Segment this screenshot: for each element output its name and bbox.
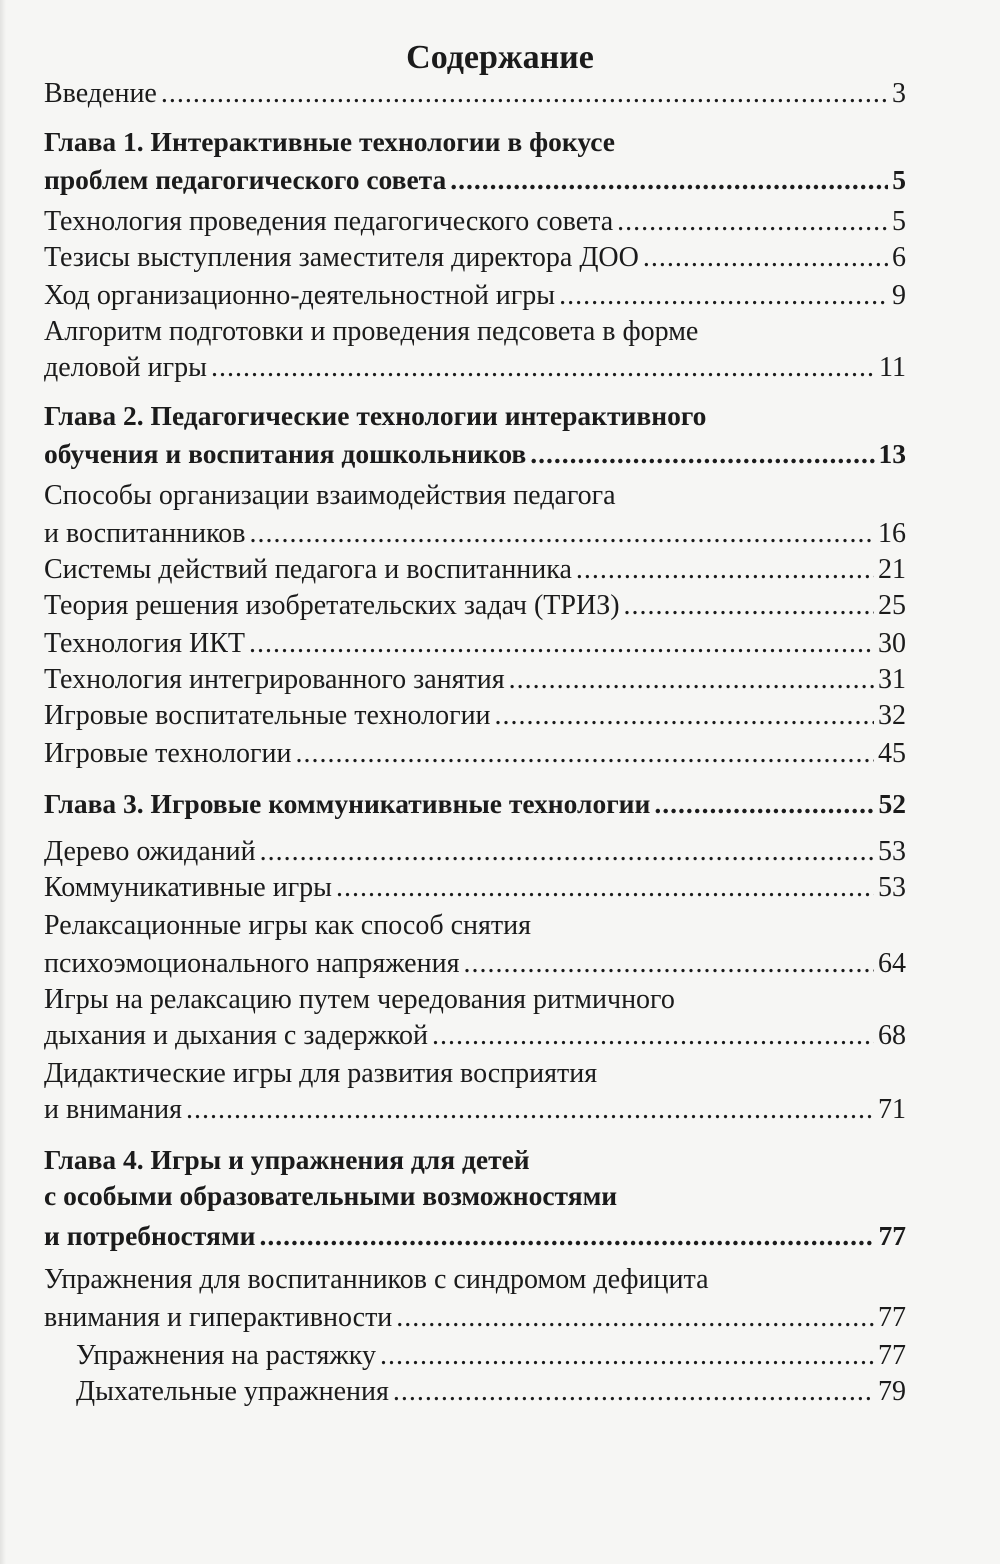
dot-leader [432,1018,874,1054]
toc-entry-title: деловой игры [44,352,207,383]
toc-line [44,1218,906,1254]
toc-page-number: 77 [878,1220,906,1251]
toc-entry-title: Технология проведения педагогического совета [44,206,614,237]
toc-page-number: 64 [878,948,906,979]
toc-line [44,124,615,160]
toc-entry-title: Тезисы выступления заместителя директора ДОО [44,242,639,273]
toc-line [44,786,906,822]
toc-page-number: 25 [878,590,906,621]
toc-page-number: 5 [892,206,906,237]
toc-entry-title: и потребностями [44,1220,256,1251]
dot-leader [249,516,874,552]
toc-entry-title: и воспитанников [44,518,246,549]
toc-line [44,204,906,240]
dot-leader [463,946,874,982]
dot-leader [495,698,874,734]
toc-entry-title: обучения и воспитания дошкольников [44,438,527,469]
toc-line [44,908,531,944]
toc-line [44,982,675,1018]
toc-page-number: 11 [879,352,906,383]
toc-entry-title: Глава 3. Игровые коммуникативные технологии [44,788,651,819]
toc-entry-title: Глава 4. Игры и упражнения для детей [44,1144,530,1175]
toc-entry-title: Игровые технологии [44,738,292,769]
toc-page-number: 6 [892,242,906,273]
toc-line [44,436,906,472]
dot-leader [396,1300,874,1336]
toc-line [76,1374,906,1410]
toc-page-number: 77 [878,1302,906,1333]
dot-leader [249,626,874,662]
dot-leader [161,76,888,112]
toc-entry-title: Дерево ожиданий [44,836,256,867]
toc-page-number: 3 [892,78,906,109]
toc-line [44,1092,906,1128]
toc-entry-title: психоэмоционального напряжения [44,948,460,979]
toc-line [44,162,906,198]
toc-page-number: 13 [878,438,906,469]
toc-page-number: 31 [878,664,906,695]
toc-line [44,478,616,514]
dot-leader [380,1338,874,1374]
toc-page-number: 68 [878,1020,906,1051]
toc-line [44,870,906,906]
dot-leader [509,662,874,698]
dot-leader [336,870,874,906]
toc-page-number: 5 [892,164,906,195]
toc-line [44,834,906,870]
dot-leader [654,786,874,822]
dot-leader [559,278,888,314]
dot-leader [450,162,888,198]
dot-leader [211,350,875,386]
toc-entry-title: Технология ИКТ [44,628,246,659]
toc-line [44,516,906,552]
toc-line [44,398,706,434]
dot-leader [259,1218,874,1254]
toc-line [44,314,698,350]
toc-entry-title: Теория решения изобретательских задач (ТРИЗ) [44,590,620,621]
toc-page-number: 21 [878,554,906,585]
toc-page-number: 9 [892,280,906,311]
toc-entry-title: проблем педагогического совета [44,164,447,195]
toc-entry-title: Способы организации взаимодействия педагога [44,480,616,511]
toc-entry-title: Ход организационно-деятельностной игры [44,280,556,311]
dot-leader [617,204,888,240]
toc-page-number: 53 [878,872,906,903]
toc-line [44,1142,530,1178]
dot-leader [643,240,888,276]
toc-line [44,736,906,772]
toc-entry-title: Алгоритм подготовки и проведения педсовета в форме [44,316,699,347]
toc-entry-title: и внимания [44,1094,182,1125]
scan-edge-shadow [0,0,6,1564]
toc-entry-title: внимания и гиперактивности [44,1302,393,1333]
toc-line [44,1018,906,1054]
toc-page-number: 16 [878,518,906,549]
dot-leader [393,1374,874,1410]
toc-entry-title: Технология интегрированного занятия [44,664,505,695]
page-title: Содержание [406,39,594,76]
dot-leader [296,736,874,772]
toc-line [44,698,906,734]
dot-leader [530,436,874,472]
toc-line [44,1056,597,1092]
toc-entry-title: Введение [44,78,157,109]
toc-line [44,1300,906,1336]
toc-entry-title: дыхания и дыхания с задержкой [44,1020,429,1051]
toc-entry-title: Глава 1. Интерактивные технологии в фокусе [44,126,615,157]
toc-line [44,350,906,386]
toc-entry-title: Глава 2. Педагогические технологии интерактивного [44,400,707,431]
dot-leader [576,552,874,588]
toc-page-number: 30 [878,628,906,659]
dot-leader [624,588,874,624]
toc-page-number: 52 [878,788,906,819]
toc-entry-title: с особыми образовательными возможностями [44,1180,618,1211]
toc-line [44,626,906,662]
toc-line [44,278,906,314]
toc-entry-title: Дидактические игры для развития восприятия [44,1058,598,1089]
toc-page-number: 77 [878,1340,906,1371]
toc-page-number: 45 [878,738,906,769]
toc-entry-title: Игры на релаксацию путем чередования ритмичного [44,984,675,1015]
toc-page-number: 32 [878,700,906,731]
toc-entry-title: Релаксационные игры как способ снятия [44,910,531,941]
dot-leader [260,834,874,870]
toc-entry-title: Упражнения на растяжку [76,1340,376,1371]
toc-entry-title: Игровые воспитательные технологии [44,700,491,731]
toc-line [44,1262,709,1298]
toc-page-number: 71 [878,1094,906,1125]
toc-line [44,76,906,112]
toc-line [76,1338,906,1374]
toc-line [44,552,906,588]
toc-entry-title: Упражнения для воспитанников с синдромом дефицита [44,1264,709,1295]
toc-line [44,588,906,624]
toc-entry-title: Системы действий педагога и воспитанника [44,554,572,585]
toc-line [44,240,906,276]
toc-line [44,662,906,698]
toc-entry-title: Дыхательные упражнения [76,1376,389,1407]
toc-page-number: 79 [878,1376,906,1407]
toc-line [44,1178,617,1214]
toc-entry-title: Коммуникативные игры [44,872,332,903]
dot-leader [186,1092,874,1128]
toc-page-number: 53 [878,836,906,867]
toc-line [44,946,906,982]
